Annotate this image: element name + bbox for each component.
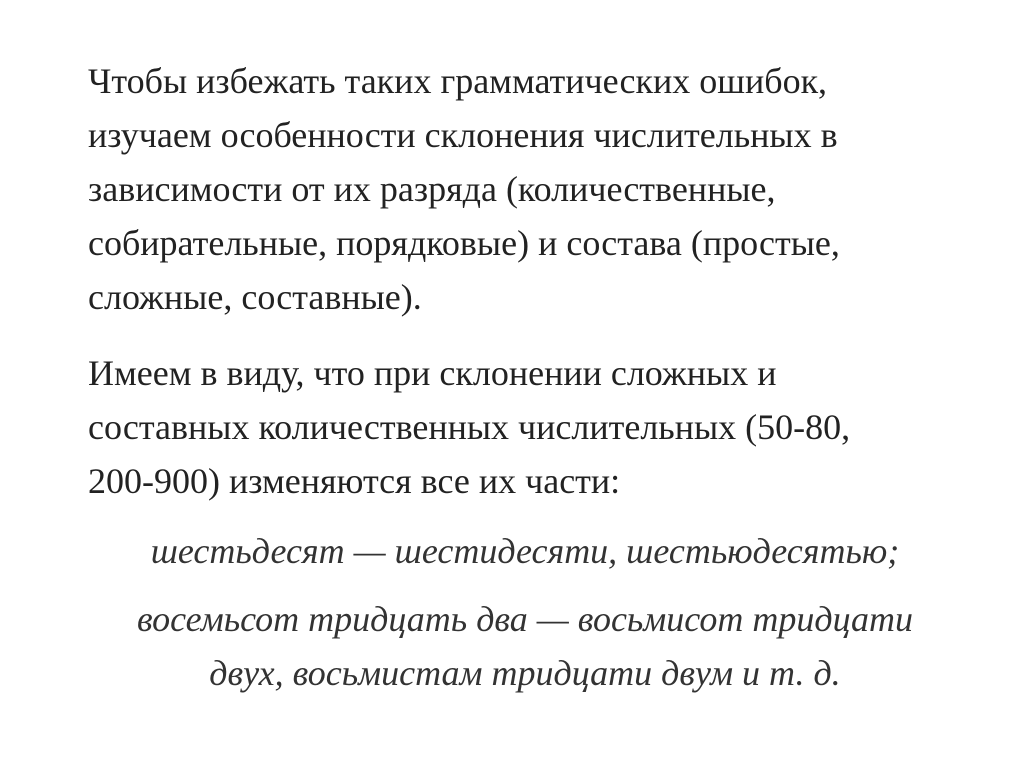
paragraph-line: собирательные, порядковые) и состава (простые, [88, 223, 840, 263]
paragraph-line: изучаем особенности склонения числительных в [88, 115, 838, 155]
paragraph-line: зависимости от их разряда (количественные, [88, 169, 776, 209]
paragraph-line: Имеем в виду, что при склонении сложных и [88, 353, 777, 393]
paragraph-line: 200-900) изменяются все их части: [88, 461, 621, 501]
example-line: шестьдесят — шестидесяти, шестьюдесятью; [150, 531, 900, 571]
paragraph-line: Чтобы избежать таких грамматических ошибок, [88, 61, 828, 101]
paragraph-compound-numerals [88, 346, 968, 508]
paragraph-declension-intro [88, 54, 968, 324]
example-sixty [60, 524, 990, 578]
paragraph-line: составных количественных числительных (50-80, [88, 407, 851, 447]
example-eight-hundred-thirty-two [60, 592, 990, 700]
example-line: двух, восьмистам тридцати двум и т. д. [209, 653, 841, 693]
paragraph-line: сложные, составные). [88, 277, 422, 317]
example-line: восемьсот тридцать два — восьмисот тридцати [136, 599, 914, 639]
